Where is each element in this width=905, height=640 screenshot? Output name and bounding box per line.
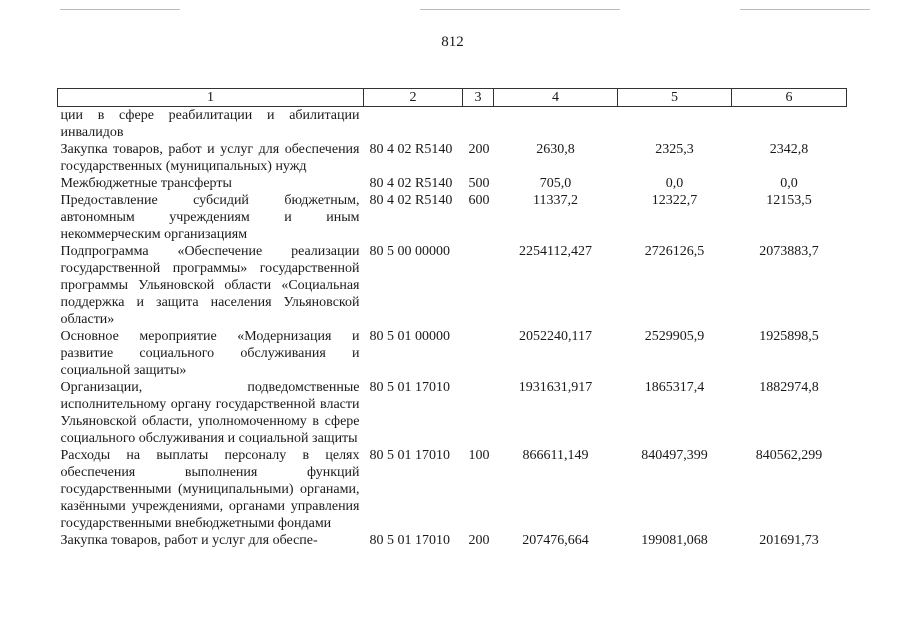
row-name: Подпрограмма «Обеспечение реализации государственной программы» государственной программы Ульяновской области «Социальная поддержка и защита населения Ульяновской области» xyxy=(60,244,360,327)
row-name: Предоставление субсидий бюджетным, автономным учреждениям и иным некоммерческим организациям xyxy=(60,193,360,242)
table-header-row xyxy=(58,89,847,107)
row-value-5: 2325,3 xyxy=(655,142,694,157)
row-value-6: 0,0 xyxy=(780,176,798,191)
table-row xyxy=(58,175,847,192)
row-value-6 xyxy=(732,107,847,142)
column-header: 6 xyxy=(732,89,847,107)
row-value-6: 2073883,7 xyxy=(759,244,819,259)
row-value-4: 2052240,117 xyxy=(519,329,592,344)
row-value-6: 201691,73 xyxy=(759,533,819,548)
column-header: 2 xyxy=(364,89,463,107)
row-code: 80 5 01 17010 xyxy=(369,533,450,548)
row-name: Организации, подведомственные исполнительному органу государственной власти Ульяновской области, уполномоченному в сфере социального обслуживания и социальной защиты xyxy=(60,380,360,446)
row-vr: 200 xyxy=(468,142,490,157)
table-row xyxy=(58,192,847,243)
budget-table-container xyxy=(57,88,846,549)
row-value-5: 2529905,9 xyxy=(644,329,705,344)
row-value-5: 1865317,4 xyxy=(644,380,705,395)
row-code: 80 5 01 17010 xyxy=(369,380,450,395)
row-vr: 500 xyxy=(468,176,490,191)
row-value-5: 199081,068 xyxy=(641,533,708,548)
row-value-5: 840497,399 xyxy=(641,448,708,463)
row-name: Закупка товаров, работ и услуг для обеспечения государственных (муниципальных) нужд xyxy=(60,142,360,174)
table-row xyxy=(58,328,847,379)
row-name: Основное мероприятие «Модернизация и развитие социального обслуживания и социальной защиты» xyxy=(60,329,360,378)
row-code: 80 4 02 R5140 xyxy=(369,176,453,191)
row-value-4: 705,0 xyxy=(539,176,572,191)
row-name: Расходы на выплаты персоналу в целях обеспечения выполнения функций государственными (муниципальными) органами, казёнными учреждениями, органами управления государственными внебюджетными фондами xyxy=(60,448,360,531)
row-name: Закупка товаров, работ и услуг для обеспе- xyxy=(60,533,318,548)
row-vr: 600 xyxy=(468,193,490,208)
row-value-4: 207476,664 xyxy=(522,533,589,548)
row-code xyxy=(364,107,463,142)
row-value-4: 1931631,917 xyxy=(518,380,593,395)
row-name: Межбюджетные трансферты xyxy=(60,176,232,191)
row-code: 80 5 01 00000 xyxy=(369,329,450,344)
budget-table xyxy=(57,88,847,549)
row-value-4: 11337,2 xyxy=(533,193,578,208)
row-code: 80 4 02 R5140 xyxy=(369,193,453,208)
row-value-6: 1882974,8 xyxy=(759,380,819,395)
row-value-5: 0,0 xyxy=(665,176,684,191)
row-value-5: 12322,7 xyxy=(651,193,698,208)
table-row xyxy=(58,447,847,532)
row-value-4: 2630,8 xyxy=(536,142,575,157)
row-value-6: 1925898,5 xyxy=(759,329,819,344)
column-header: 4 xyxy=(494,89,618,107)
column-header: 3 xyxy=(463,89,494,107)
page-number: 812 xyxy=(441,34,464,50)
row-code: 80 4 02 R5140 xyxy=(369,142,453,157)
row-value-5: 2726126,5 xyxy=(644,244,705,259)
scan-noise-line xyxy=(60,9,180,10)
row-vr: 100 xyxy=(468,448,490,463)
column-header: 5 xyxy=(618,89,732,107)
row-value-6: 12153,5 xyxy=(766,193,812,208)
row-vr xyxy=(463,328,494,379)
row-vr xyxy=(463,379,494,447)
row-value-5 xyxy=(618,107,732,142)
table-row xyxy=(58,141,847,175)
column-header: 1 xyxy=(58,89,364,107)
row-name: ции в сфере реабилитации и абилитации инвалидов xyxy=(60,108,360,140)
row-value-6: 840562,299 xyxy=(755,448,823,463)
table-row xyxy=(58,532,847,549)
row-code: 80 5 01 17010 xyxy=(369,448,450,463)
table-row xyxy=(58,243,847,328)
table-row xyxy=(58,379,847,447)
row-code: 80 5 00 00000 xyxy=(369,244,450,259)
row-vr xyxy=(463,107,494,142)
row-vr xyxy=(463,243,494,328)
row-value-4: 866611,149 xyxy=(522,448,589,463)
row-value-4 xyxy=(494,107,618,142)
table-row xyxy=(58,107,847,142)
scan-noise-line xyxy=(740,9,870,10)
row-value-4: 2254112,427 xyxy=(519,244,592,259)
row-vr: 200 xyxy=(468,533,490,548)
row-value-6: 2342,8 xyxy=(769,142,809,157)
scan-noise-line xyxy=(420,9,620,10)
